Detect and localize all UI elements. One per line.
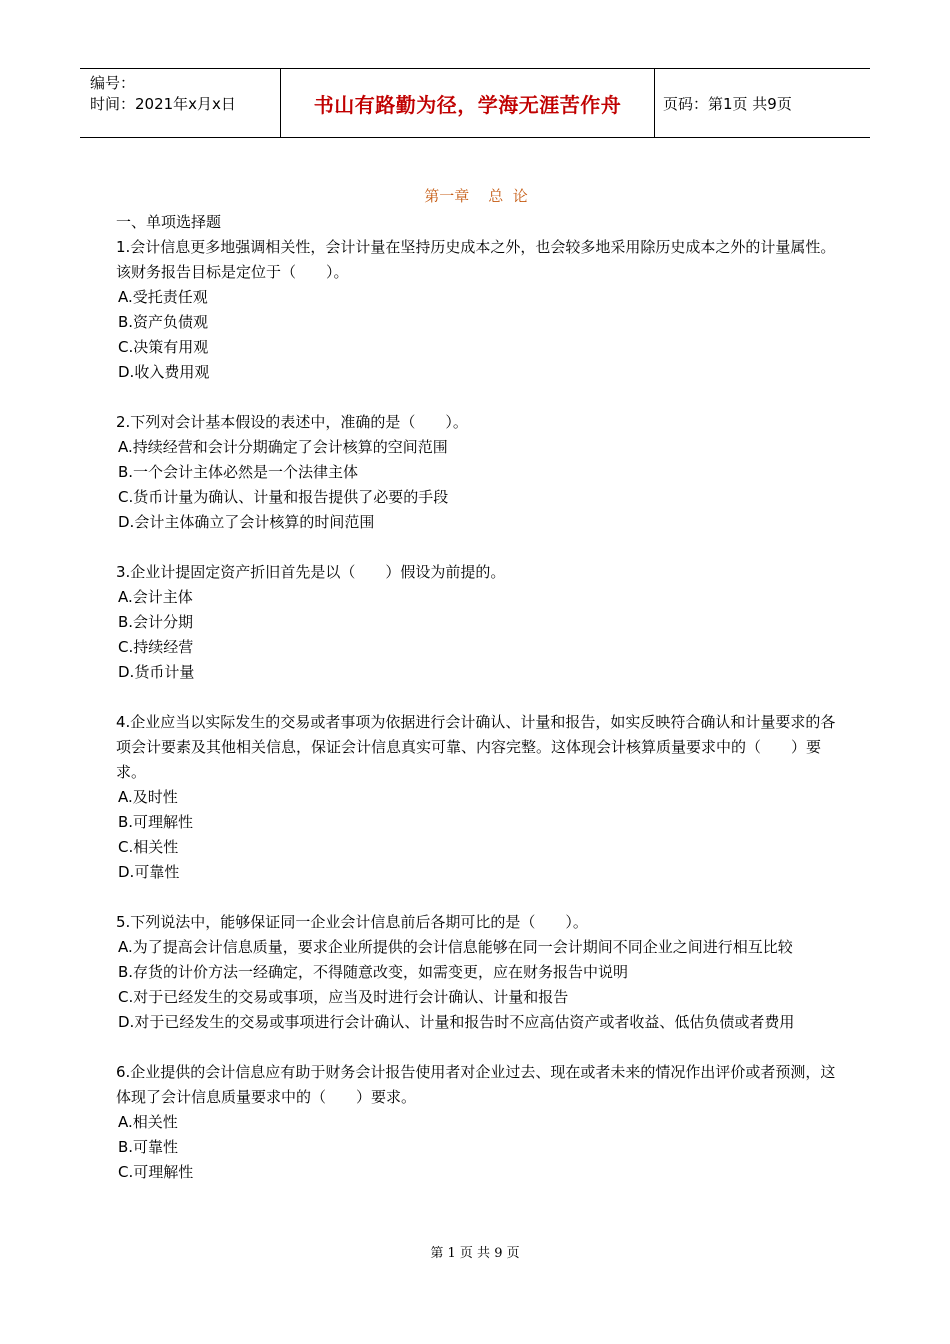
question-list [116, 235, 836, 1185]
answer-option: D.会计主体确立了会计核算的时间范围 [118, 513, 375, 531]
question-text: 6.企业提供的会计信息应有助于财务会计报告使用者对企业过去、现在或者未来的情况作出评价或者预测，这体现了会计信息质量要求中的（ ）要求。 [116, 1063, 836, 1106]
document-body [116, 182, 836, 1210]
motto-text: 书山有路勤为径，学海无涯苦作舟 [313, 92, 622, 117]
answer-option: D.可靠性 [118, 863, 180, 881]
question-text: 4.企业应当以实际发生的交易或者事项为依据进行会计确认、计量和报告，如实反映符合确认和计量要求的各项会计要素及其他相关信息，保证会计信息真实可靠、内容完整。这体现会计核算质量要求中的（ ）要求。 [116, 713, 836, 781]
date-label: 时间：2021年x月x日 [90, 95, 236, 113]
header-motto-cell [281, 69, 655, 137]
question-item [116, 235, 836, 385]
number-label: 编号： [90, 74, 136, 92]
answer-option: A.会计主体 [118, 588, 193, 606]
answer-option: C.决策有用观 [118, 338, 209, 356]
question-item [116, 910, 836, 1035]
answer-option: B.一个会计主体必然是一个法律主体 [118, 463, 359, 481]
answer-option: B.可理解性 [118, 813, 194, 831]
answer-option: D.收入费用观 [118, 363, 210, 381]
answer-option: C.持续经营 [118, 638, 194, 656]
answer-option: A.为了提高会计信息质量，要求企业所提供的会计信息能够在同一会计期间不同企业之间进行相互比较 [118, 938, 793, 956]
question-item [116, 710, 836, 885]
answer-option: A.及时性 [118, 788, 178, 806]
answer-option: C.货币计量为确认、计量和报告提供了必要的手段 [118, 488, 449, 506]
question-text: 2.下列对会计基本假设的表述中，准确的是（ ）。 [116, 413, 468, 431]
page-footer: 第 1 页 共 9 页 [430, 1246, 520, 1261]
answer-option: B.会计分期 [118, 613, 194, 631]
answer-option: A.相关性 [118, 1113, 178, 1131]
answer-option: A.受托责任观 [118, 288, 208, 306]
answer-option: B.资产负债观 [118, 313, 209, 331]
answer-option: A.持续经营和会计分期确定了会计核算的空间范围 [118, 438, 448, 456]
page-header [80, 68, 870, 138]
page-info: 页码：第1页 共9页 [663, 94, 792, 113]
header-info-cell [80, 69, 281, 137]
answer-option: B.存货的计价方法一经确定，不得随意改变，如需变更，应在财务报告中说明 [118, 963, 629, 981]
question-text: 1.会计信息更多地强调相关性，会计计量在坚持历史成本之外，也会较多地采用除历史成本之外的计量属性。该财务报告目标是定位于（ ）。 [116, 238, 836, 281]
chapter-title: 第一章 总 论 [424, 187, 528, 205]
answer-option: C.对于已经发生的交易或事项，应当及时进行会计确认、计量和报告 [118, 988, 569, 1006]
question-item [116, 410, 836, 535]
answer-option: C.可理解性 [118, 1163, 194, 1181]
header-page-cell [655, 69, 870, 137]
question-text: 5.下列说法中，能够保证同一企业会计信息前后各期可比的是（ ）。 [116, 913, 588, 931]
answer-option: D.对于已经发生的交易或事项进行会计确认、计量和报告时不应高估资产或者收益、低估负债或者费用 [118, 1013, 795, 1031]
answer-option: C.相关性 [118, 838, 179, 856]
question-item [116, 1060, 836, 1185]
question-text: 3.企业计提固定资产折旧首先是以（ ）假设为前提的。 [116, 563, 506, 581]
answer-option: B.可靠性 [118, 1138, 179, 1156]
answer-option: D.货币计量 [118, 663, 195, 681]
section-title: 一、单项选择题 [116, 213, 222, 231]
question-item [116, 560, 836, 685]
